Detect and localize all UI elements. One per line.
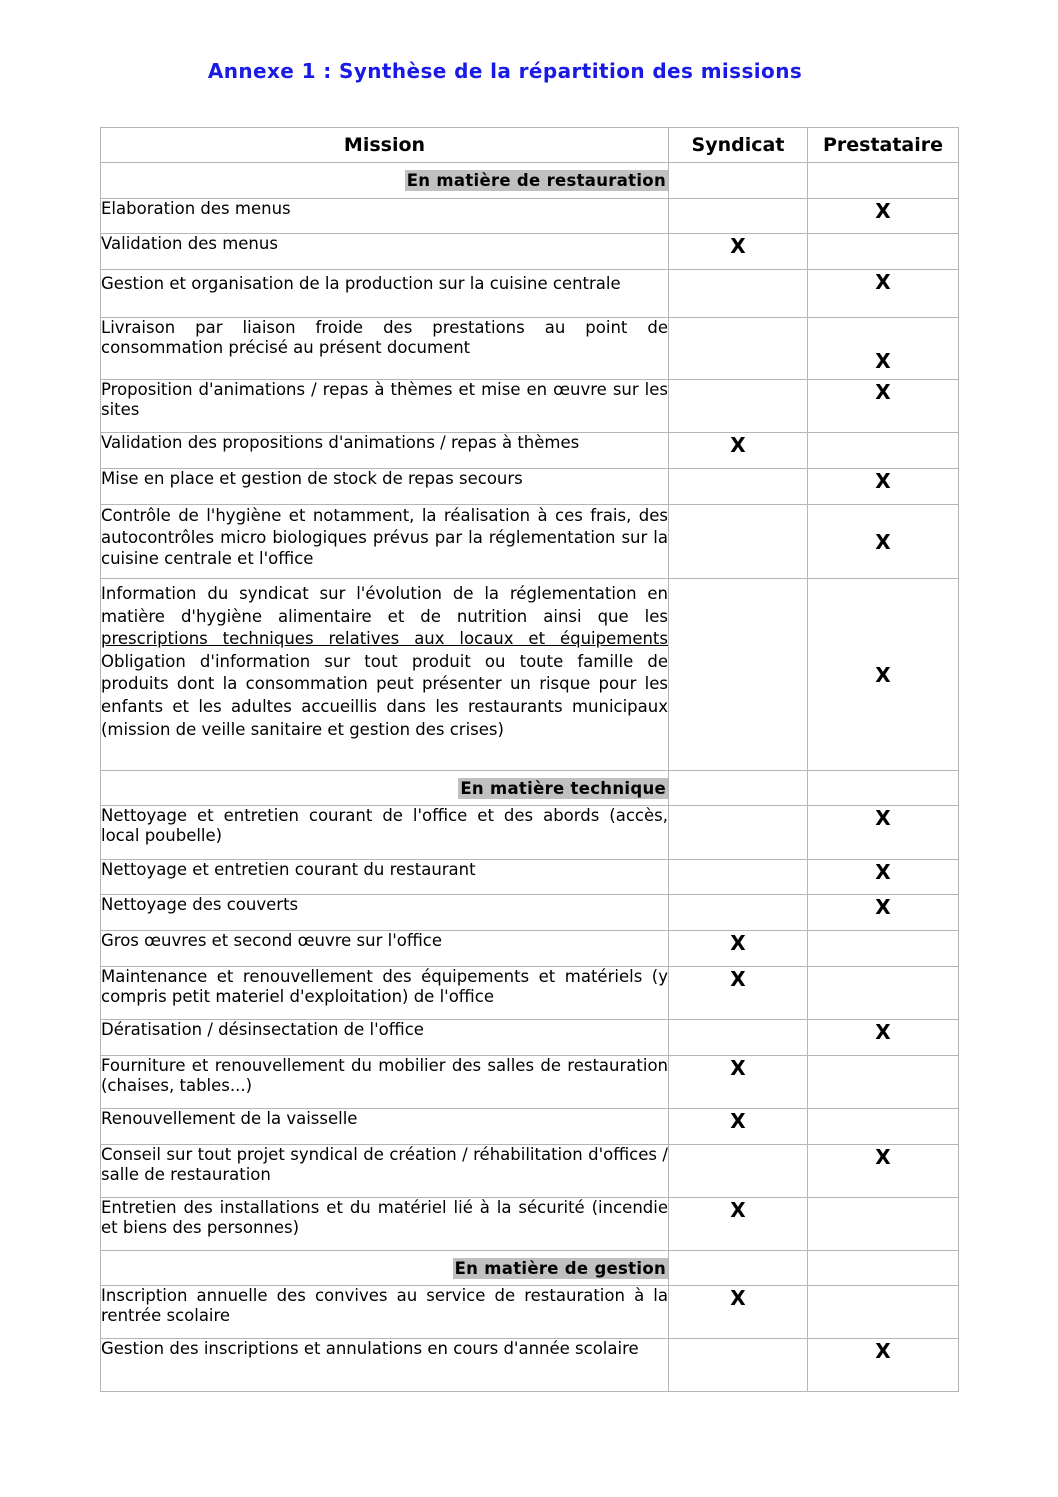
mission-text-part: Obligation d'information sur tout produit ou toute famille de produits dont la consommation peut présenter un risque pour les enfants et les adultes accueillis dans les restaurants municipaux (mission de veille sanitaire et gestion des crises): [101, 651, 668, 739]
prestataire-cell: [808, 967, 959, 1020]
table-row: [101, 380, 959, 433]
table-row: [101, 1198, 959, 1251]
header-prestataire: Prestataire: [808, 128, 959, 163]
syndicat-cell: [669, 1339, 808, 1392]
mission-cell: Livraison par liaison froide des prestations au point de consommation précisé au présent document: [101, 318, 669, 380]
table-row: [101, 1109, 959, 1145]
syndicat-cell: [669, 318, 808, 380]
syndicat-cell: [669, 199, 808, 234]
table-row: [101, 505, 959, 579]
table-row: [101, 895, 959, 931]
syndicat-cell: X: [669, 433, 808, 469]
syndicat-cell: [669, 1145, 808, 1198]
syndicat-cell: X: [669, 234, 808, 270]
prestataire-cell: X: [808, 860, 959, 895]
mission-cell: Nettoyage des couverts: [101, 895, 669, 931]
mission-cell: Nettoyage et entretien courant du restaurant: [101, 860, 669, 895]
prestataire-cell: X: [808, 1145, 959, 1198]
mission-cell: Renouvellement de la vaisselle: [101, 1109, 669, 1145]
prestataire-cell: X: [808, 806, 959, 860]
mission-text-underlined: prescriptions techniques relatives aux locaux et équipements: [101, 629, 668, 649]
mission-cell: Nettoyage et entretien courant de l'office et des abords (accès, local poubelle): [101, 806, 669, 860]
table-row: [101, 1056, 959, 1109]
table-row: [101, 967, 959, 1020]
prestataire-cell: X: [808, 270, 959, 318]
prestataire-cell: X: [808, 895, 959, 931]
section-technique: En matière technique: [460, 778, 666, 798]
section-row: [101, 771, 959, 806]
mission-cell: Gestion et organisation de la production sur la cuisine centrale: [101, 270, 669, 318]
prestataire-cell: [808, 1056, 959, 1109]
table-row: [101, 199, 959, 234]
prestataire-cell: X: [808, 505, 959, 579]
prestataire-cell: [808, 1198, 959, 1251]
mission-cell: Maintenance et renouvellement des équipements et matériels (y compris petit materiel d'exploitation) de l'office: [101, 967, 669, 1020]
mission-cell: Mise en place et gestion de stock de repas secours: [101, 469, 669, 505]
table-header-row: [101, 128, 959, 163]
prestataire-cell: X: [808, 318, 959, 380]
table-row: [101, 806, 959, 860]
syndicat-cell: [669, 895, 808, 931]
syndicat-cell: X: [669, 931, 808, 967]
table-row: [101, 1145, 959, 1198]
syndicat-cell: [669, 1020, 808, 1056]
table-row: [101, 931, 959, 967]
section-row: [101, 163, 959, 199]
mission-cell: Gros œuvres et second œuvre sur l'office: [101, 931, 669, 967]
table-row: [101, 318, 959, 380]
prestataire-cell: X: [808, 579, 959, 771]
syndicat-cell: [669, 469, 808, 505]
table-row: [101, 1339, 959, 1392]
prestataire-cell: X: [808, 1020, 959, 1056]
syndicat-cell: [669, 806, 808, 860]
document-title: Annexe 1 : Synthèse de la répartition des missions: [207, 59, 803, 83]
syndicat-cell: [669, 860, 808, 895]
syndicat-cell: X: [669, 1286, 808, 1339]
missions-table: [100, 127, 959, 1392]
prestataire-cell: [808, 433, 959, 469]
table-row: [101, 1020, 959, 1056]
mission-cell: Inscription annuelle des convives au service de restauration à la rentrée scolaire: [101, 1286, 669, 1339]
syndicat-cell: X: [669, 1198, 808, 1251]
mission-cell: Contrôle de l'hygiène et notamment, la réalisation à ces frais, des autocontrôles micro biologiques prévus par la réglementation sur la cuisine centrale et l'office: [101, 505, 669, 579]
prestataire-cell: X: [808, 380, 959, 433]
syndicat-cell: [669, 505, 808, 579]
prestataire-cell: X: [808, 469, 959, 505]
header-syndicat: Syndicat: [669, 128, 808, 163]
mission-cell: Validation des menus: [101, 234, 669, 270]
mission-cell: Conseil sur tout projet syndical de création / réhabilitation d'offices / salle de restauration: [101, 1145, 669, 1198]
mission-cell: Elaboration des menus: [101, 199, 669, 234]
syndicat-cell: X: [669, 1056, 808, 1109]
section-row: [101, 1251, 959, 1286]
table-row: [101, 234, 959, 270]
syndicat-cell: X: [669, 967, 808, 1020]
syndicat-cell: [669, 270, 808, 318]
table-row: [101, 270, 959, 318]
table-row: [101, 1286, 959, 1339]
mission-cell: Gestion des inscriptions et annulations en cours d'année scolaire: [101, 1339, 669, 1392]
table-row: [101, 469, 959, 505]
section-label-cell: [101, 163, 669, 199]
mission-cell: Proposition d'animations / repas à thèmes et mise en œuvre sur les sites: [101, 380, 669, 433]
mission-cell: Entretien des installations et du matériel lié à la sécurité (incendie et biens des personnes): [101, 1198, 669, 1251]
prestataire-cell: [808, 1286, 959, 1339]
prestataire-cell: [808, 1109, 959, 1145]
syndicat-cell: [669, 579, 808, 771]
mission-cell: Fourniture et renouvellement du mobilier des salles de restauration (chaises, tables...): [101, 1056, 669, 1109]
section-label-cell: [101, 771, 669, 806]
syndicat-cell: [669, 380, 808, 433]
table-row: [101, 579, 959, 771]
header-mission: Mission: [101, 128, 669, 163]
table-row: [101, 860, 959, 895]
prestataire-cell: [808, 234, 959, 270]
prestataire-cell: X: [808, 1339, 959, 1392]
prestataire-cell: X: [808, 199, 959, 234]
prestataire-cell: [808, 931, 959, 967]
mission-cell: [101, 579, 669, 771]
syndicat-cell: X: [669, 1109, 808, 1145]
mission-cell: Dératisation / désinsectation de l'office: [101, 1020, 669, 1056]
table-row: [101, 433, 959, 469]
section-restauration: En matière de restauration: [406, 171, 666, 190]
section-gestion: En matière de gestion: [454, 1258, 666, 1278]
mission-text-part: Information du syndicat sur l'évolution de la réglementation en matière d'hygiène alimentaire et de nutrition ainsi que les: [101, 584, 668, 626]
section-label-cell: [101, 1251, 669, 1286]
mission-cell: Validation des propositions d'animations / repas à thèmes: [101, 433, 669, 469]
